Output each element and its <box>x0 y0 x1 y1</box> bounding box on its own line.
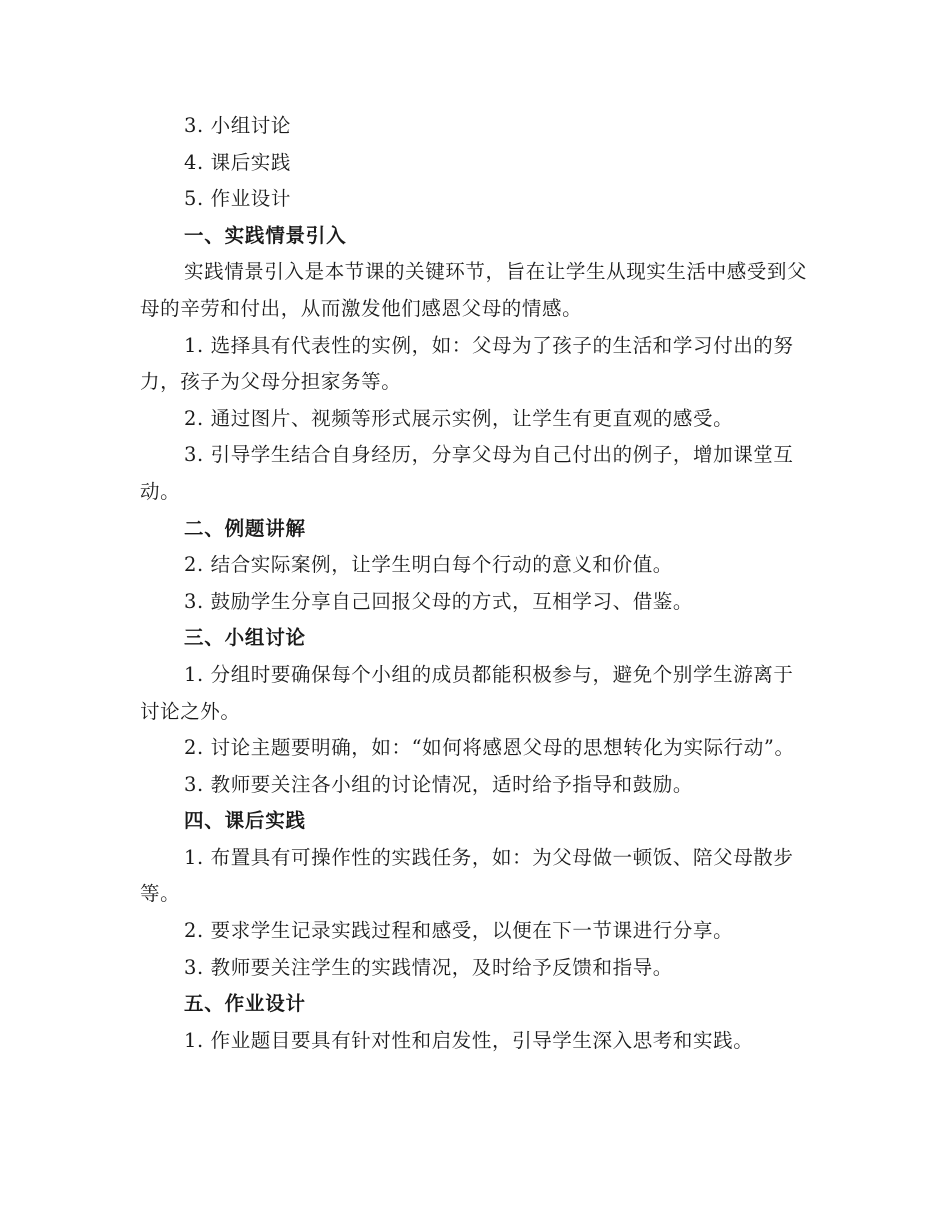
paragraph: 实践情景引入是本节课的关键环节，旨在让学生从现实生活中感受到父母的辛劳和付出，从而激发他们感恩父母的情感。 <box>140 260 808 320</box>
list-item: 3. 教师要关注各小组的讨论情况，适时给予指导和鼓励。 <box>184 772 694 796</box>
list-item: 2. 要求学生记录实践过程和感受，以便在下一节课进行分享。 <box>184 919 734 943</box>
list-item: 3. 引导学生结合自身经历，分享父母为自己付出的例子，增加课堂互动。 <box>140 443 794 503</box>
list-item: 2. 结合实际案例，让学生明白每个行动的意义和价值。 <box>184 553 673 577</box>
list-item: 4. 课后实践 <box>184 150 292 174</box>
list-item: 1. 作业题目要具有针对性和启发性，引导学生深入思考和实践。 <box>184 1028 754 1052</box>
list-item: 2. 讨论主题要明确，如：“如何将感恩父母的思想转化为实际行动”。 <box>184 736 795 760</box>
list-item: 1. 分组时要确保每个小组的成员都能积极参与，避免个别学生游离于讨论之外。 <box>140 662 794 723</box>
section-heading: 四、课后实践 <box>184 809 306 833</box>
list-item: 1. 布置具有可操作性的实践任务，如：为父母做一顿饭、陪父母散步等。 <box>140 845 794 906</box>
list-item: 5. 作业设计 <box>184 187 292 211</box>
section-heading: 一、实践情景引入 <box>184 223 347 247</box>
list-item: 3. 鼓励学生分享自己回报父母的方式，互相学习、借鉴。 <box>184 589 694 613</box>
section-heading: 五、作业设计 <box>184 992 306 1016</box>
list-item: 2. 通过图片、视频等形式展示实例，让学生有更直观的感受。 <box>184 406 734 430</box>
list-item: 1. 选择具有代表性的实例，如：父母为了孩子的生活和学习付出的努力，孩子为父母分担家务等。 <box>140 333 794 394</box>
section-heading: 二、例题讲解 <box>184 516 306 540</box>
document-body <box>140 108 810 1059</box>
list-item: 3. 小组讨论 <box>184 114 292 137</box>
section-heading: 三、小组讨论 <box>184 626 306 650</box>
list-item: 3. 教师要关注学生的实践情况，及时给予反馈和指导。 <box>184 955 673 979</box>
